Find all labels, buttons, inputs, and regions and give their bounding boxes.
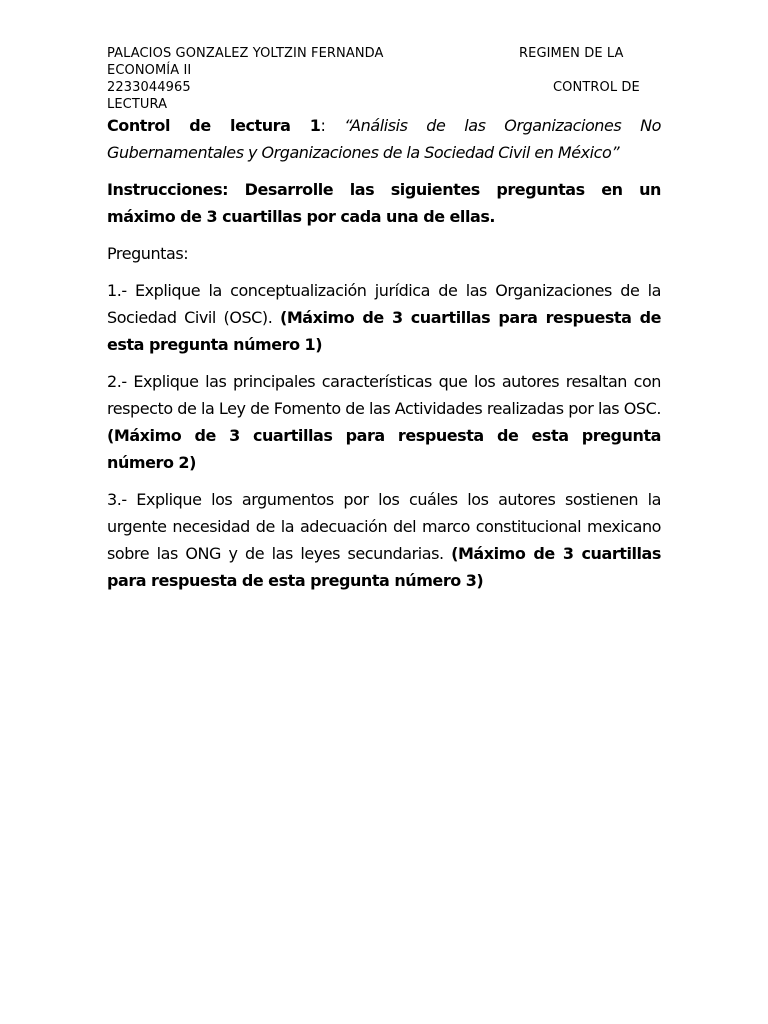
document-title (107, 112, 661, 166)
document-header (107, 45, 667, 113)
preguntas-label: Preguntas: (107, 244, 189, 263)
course-name: REGIMEN DE LA (519, 46, 624, 61)
question-note: (Máximo de 3 cuartillas para respuesta de esta pregunta número 3) (107, 544, 661, 590)
header-line-3 (107, 79, 667, 96)
question-text: 1.- Explique la conceptualización jurídica de las Organizaciones de la Sociedad Civil (OSC). (107, 281, 661, 327)
instructions (107, 176, 661, 230)
student-name: PALACIOS GONZALEZ YOLTZIN FERNANDA (107, 46, 384, 61)
header-line-1 (107, 45, 667, 62)
question-note: (Máximo de 3 cuartillas para respuesta de esta pregunta número 1) (107, 308, 661, 354)
title-label: Control de lectura 1 (107, 116, 321, 135)
course-name-continued: ECONOMÍA II (107, 63, 192, 78)
title-separator: : (320, 116, 345, 135)
header-line-2 (107, 62, 667, 79)
question-1 (107, 277, 661, 358)
title-text: “Análisis de las Organizaciones No Gubernamentales y Organizaciones de la Sociedad Civil en México” (107, 116, 661, 162)
student-id: 2233044965 (107, 80, 191, 95)
question-text: 2.- Explique las principales características que los autores resaltan con respecto de la Ley de Fomento de las Actividades realizadas por las OSC. (107, 372, 661, 418)
preguntas-heading (107, 240, 661, 267)
instructions-text: Instrucciones: Desarrolle las siguientes preguntas en un máximo de 3 cuartillas por cada una de ellas. (107, 180, 661, 226)
question-text: 3.- Explique los argumentos por los cuáles los autores sostienen la urgente necesidad de la adecuación del marco constitucional mexicano sobre las ONG y de las leyes secundarias. (107, 490, 661, 563)
question-note: (Máximo de 3 cuartillas para respuesta de esta pregunta número 2) (107, 426, 661, 472)
question-3 (107, 486, 661, 594)
document-type: CONTROL DE (553, 80, 640, 95)
document-body (107, 112, 661, 604)
document-type-continued: LECTURA (107, 97, 168, 112)
header-line-4 (107, 96, 667, 113)
question-2 (107, 368, 661, 476)
